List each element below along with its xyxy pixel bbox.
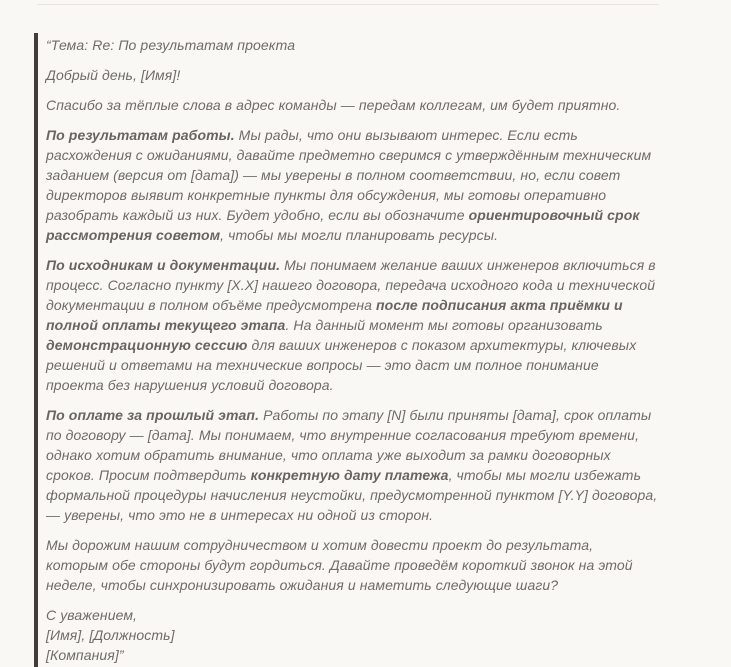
sources-docs-paragraph: По исходникам и документации. Мы понимаем желание ваших инженеров включиться в процесс. Согласно пункту [X.X] нашего договора, передача исходного кода и технической документации в полном объёме предусмотрена после подписания акта приёмки и полной оплаты текущего этапа. На данный момент мы готовы организовать демонстрационную сессию для ваших инженеров с показом архитектуры, ключевых решений и ответами на технические вопросы — это даст им полное понимание проекта без нарушения условий договора. — [46, 257, 656, 393]
signature-company: [Компания]” — [46, 647, 124, 663]
signature-name-role: [Имя], [Должность] — [46, 627, 175, 643]
closing-paragraph: Мы дорожим нашим сотрудничеством и хотим довести проект до результата, которым обе стороны будут гордиться. Давайте проведём короткий звонок на этой неделе, чтобы синхронизировать ожидания и наметить следующие шаги? — [46, 537, 633, 593]
top-divider — [37, 4, 659, 5]
greeting-line: Добрый день, [Имя]! — [46, 67, 181, 83]
signature-closing: С уважением, — [46, 607, 138, 623]
payment-paragraph: По оплате за прошлый этап. Работы по этапу [N] были приняты [дата], срок оплаты по договору — [дата]. Мы понимаем, что внутренние согласования требуют времени, однако хотим обратить внимание, что оплата уже выходит за рамки договорных сроков. Просим подтвердить конкретную дату платежа, чтобы мы могли избежать формальной процедуры начисления неустойки, предусмотренной пунктом [Y.Y] договора, — уверены, что это не в интересах ни одной из сторон. — [46, 407, 658, 523]
email-quote-block — [34, 33, 658, 667]
thanks-paragraph: Спасибо за тёплые слова в адрес команды — передам коллегам, им будет приятно. — [46, 97, 621, 113]
results-paragraph: По результатам работы. Мы рады, что они вызывают интерес. Если есть расхождения с ожиданиями, давайте предметно сверимся с утверждённым техническим заданием (версия от [дата]) — мы уверены в полном соответствии, но, если совет директоров выявит конкретные пункты для обсуждения, мы готовы оперативно разобрать каждый из них. Будет удобно, если вы обозначите ориентировочный срок рассмотрения советом, чтобы мы могли планировать ресурсы. — [46, 127, 652, 243]
subject-line: “Тема: Re: По результатам проекта — [46, 37, 296, 53]
signature-block — [46, 605, 658, 665]
